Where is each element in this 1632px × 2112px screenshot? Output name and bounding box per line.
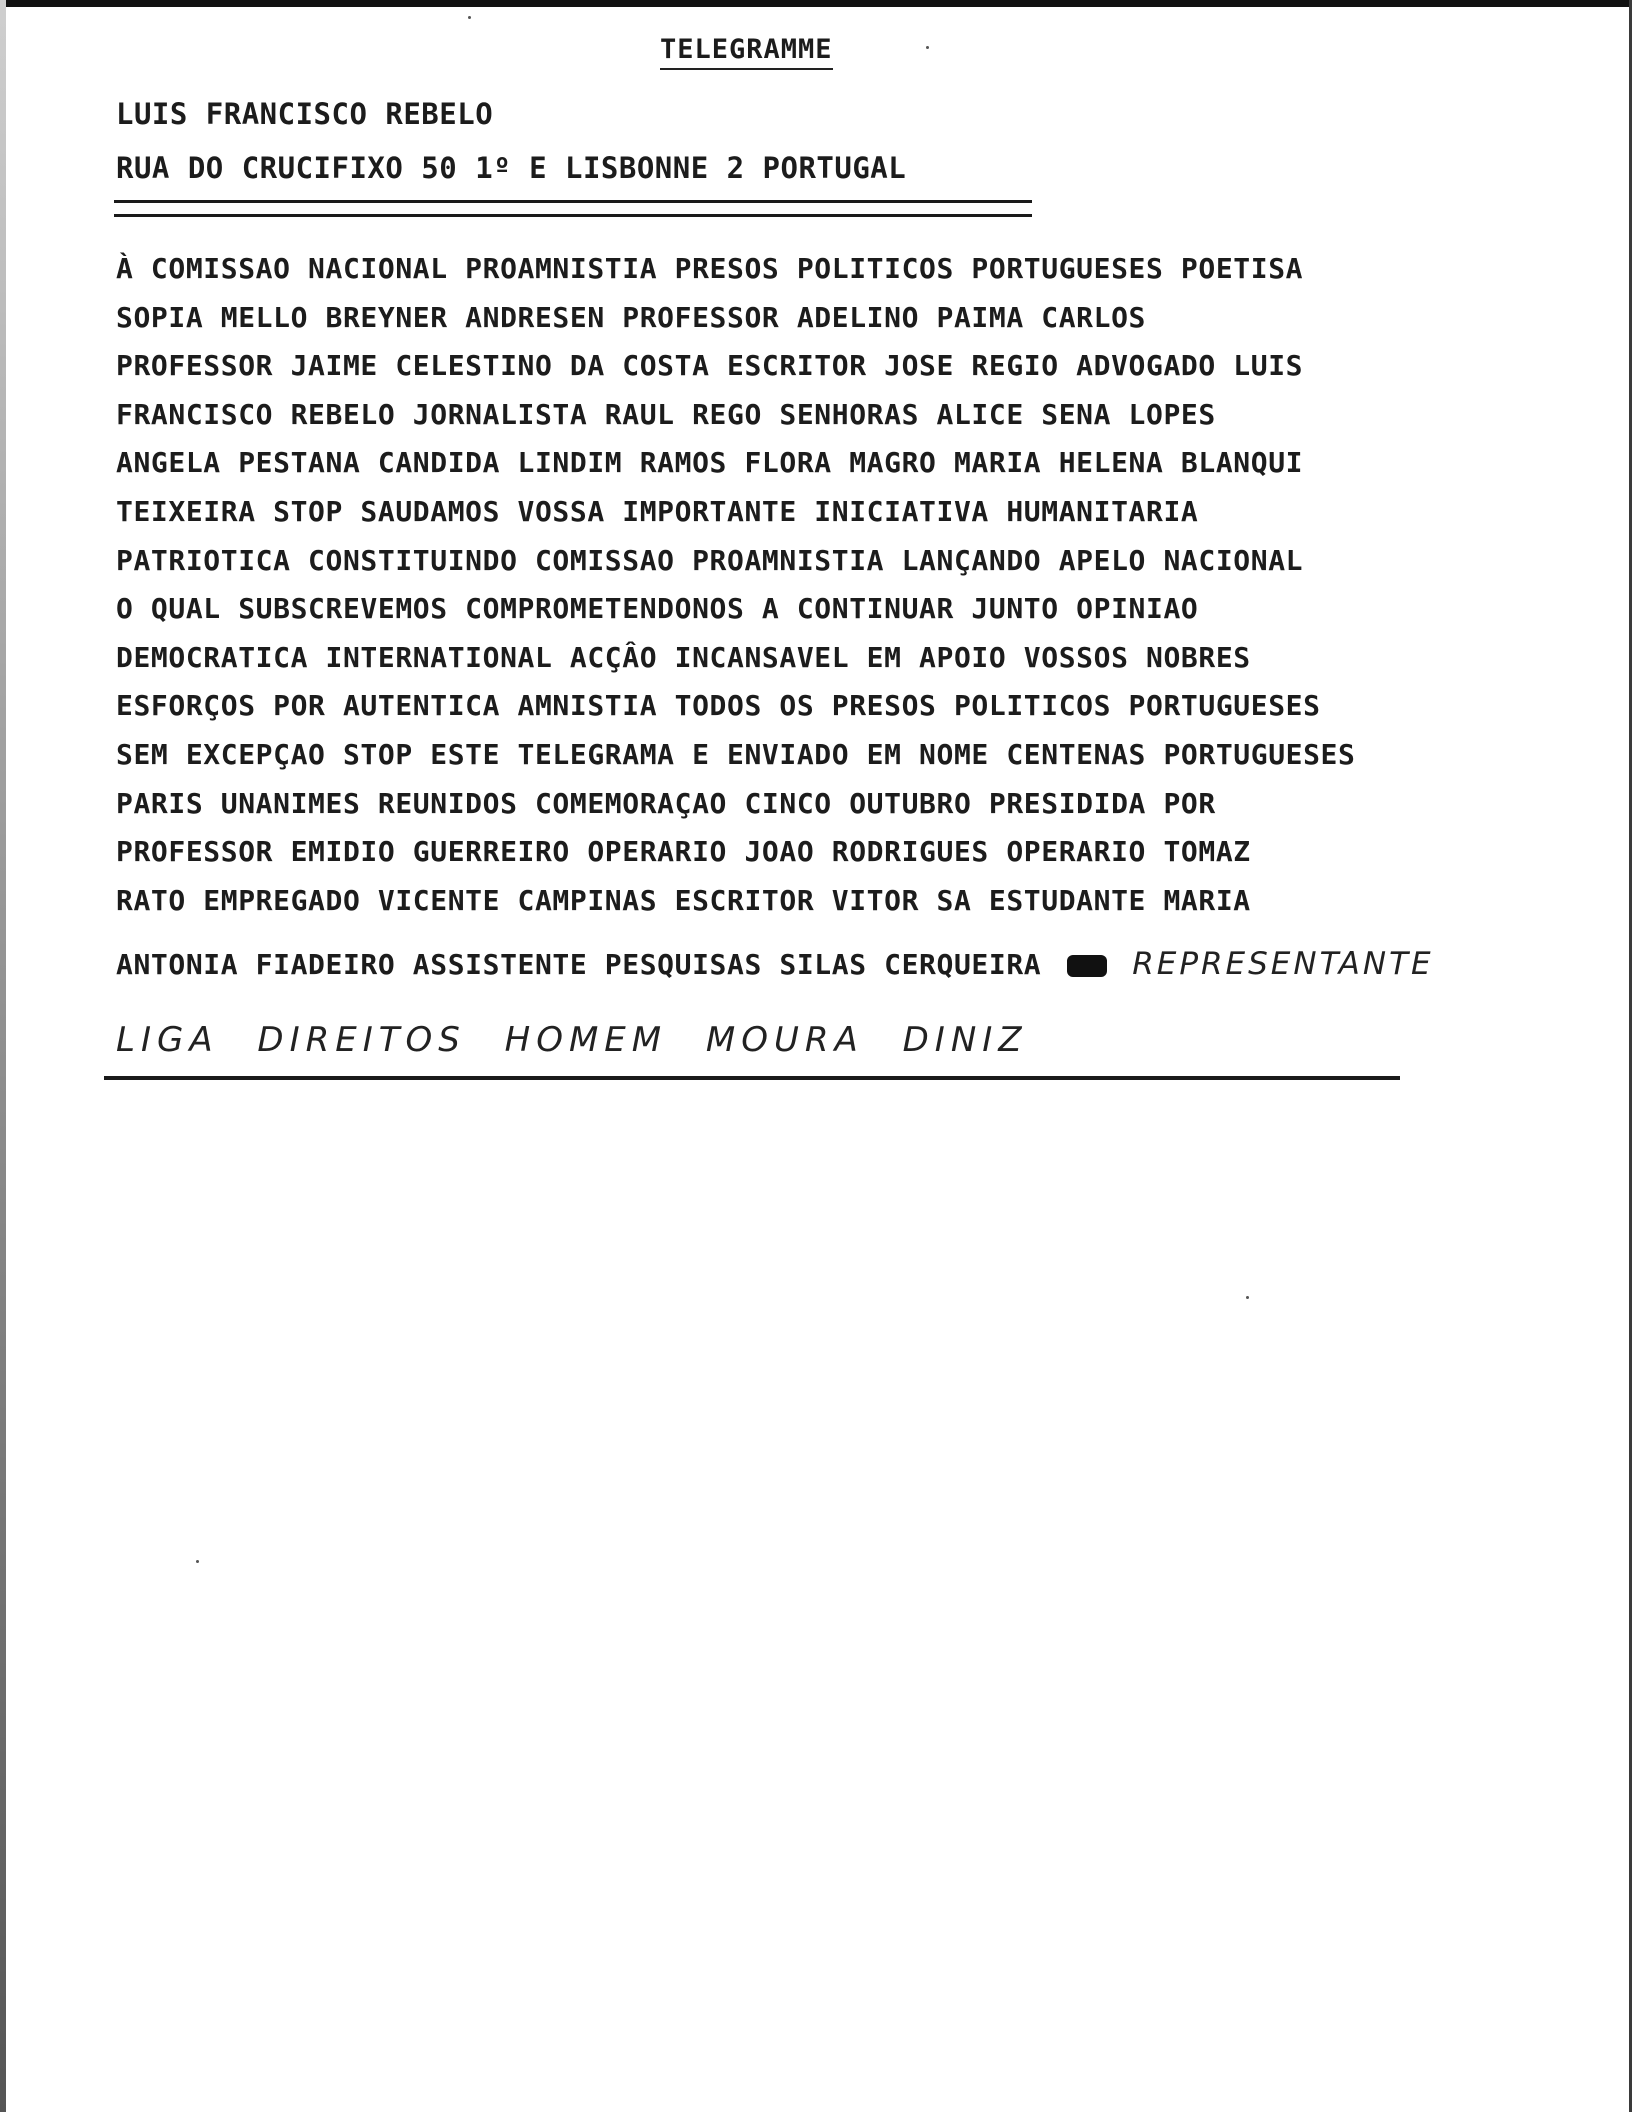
body-line: ESFORÇOS POR AUTENTICA AMNISTIA TODOS OS PRESOS POLITICOS PORTUGUESES bbox=[116, 689, 1321, 723]
scan-speck bbox=[468, 16, 471, 19]
body-line: PROFESSOR JAIME CELESTINO DA COSTA ESCRITOR JOSE REGIO ADVOGADO LUIS bbox=[116, 349, 1304, 383]
body-line: PROFESSOR EMIDIO GUERREIRO OPERARIO JOAO RODRIGUES OPERARIO TOMAZ bbox=[116, 835, 1251, 869]
body-line: À COMISSAO NACIONAL PROAMNISTIA PRESOS POLITICOS PORTUGUESES POETISA bbox=[116, 252, 1304, 285]
recipient-name: LUIS FRANCISCO REBELO bbox=[116, 97, 494, 131]
body-line: FRANCISCO REBELO JORNALISTA RAUL REGO SENHORAS ALICE SENA LOPES bbox=[116, 397, 1216, 431]
body-line: DEMOCRATICA INTERNATIONAL ACÇÂO INCANSAVEL EM APOIO VOSSOS NOBRES bbox=[116, 640, 1251, 674]
address-underline-bottom bbox=[114, 214, 1032, 217]
recipient-address: RUA DO CRUCIFIXO 50 1º E LISBONNE 2 PORTUGAL bbox=[116, 151, 907, 185]
body-line: PARIS UNANIMES REUNIDOS COMEMORAÇAO CINCO OUTUBRO PRESIDIDA POR bbox=[116, 786, 1216, 820]
scan-speck bbox=[926, 46, 929, 49]
last-typed-line: ANTONIA FIADEIRO ASSISTENTE PESQUISAS SILAS CERQUEIRA bbox=[116, 948, 1042, 981]
body-line: TEIXEIRA STOP SAUDAMOS VOSSA IMPORTANTE INICIATIVA HUMANITARIA bbox=[116, 494, 1199, 528]
body-line: O QUAL SUBSCREVEMOS COMPROMETENDONOS A CONTINUAR JUNTO OPINIAO bbox=[116, 592, 1199, 626]
handwritten-continuation: REPRESENTANTE bbox=[1132, 946, 1434, 982]
body-line: SEM EXCEPÇAO STOP ESTE TELEGRAMA E ENVIADO EM NOME CENTENAS PORTUGUESES bbox=[116, 737, 1356, 771]
address-underline-top bbox=[114, 200, 1032, 203]
crossed-out-scribble bbox=[1067, 955, 1107, 977]
scan-speck bbox=[1246, 1296, 1249, 1299]
signature-typed-line bbox=[116, 940, 1576, 990]
scan-border-left bbox=[0, 0, 6, 2112]
body-line: RATO EMPREGADO VICENTE CAMPINAS ESCRITOR VITOR SA ESTUDANTE MARIA bbox=[116, 883, 1251, 917]
body-line: SOPIA MELLO BREYNER ANDRESEN PROFESSOR ADELINO PAIMA CARLOS bbox=[116, 300, 1146, 334]
scan-border-top bbox=[0, 0, 1632, 7]
document-title: TELEGRAMME bbox=[660, 34, 833, 70]
body-line: PATRIOTICA CONSTITUINDO COMISSAO PROAMNISTIA LANÇANDO APELO NACIONAL bbox=[116, 543, 1304, 577]
scan-speck bbox=[196, 1560, 199, 1563]
closing-underline bbox=[104, 1076, 1400, 1080]
handwritten-line: LIGA DIREITOS HOMEM MOURA DINIZ bbox=[116, 1020, 1028, 1060]
telegram-body bbox=[116, 245, 1576, 925]
body-line: ANGELA PESTANA CANDIDA LINDIM RAMOS FLORA MAGRO MARIA HELENA BLANQUI bbox=[116, 446, 1304, 480]
